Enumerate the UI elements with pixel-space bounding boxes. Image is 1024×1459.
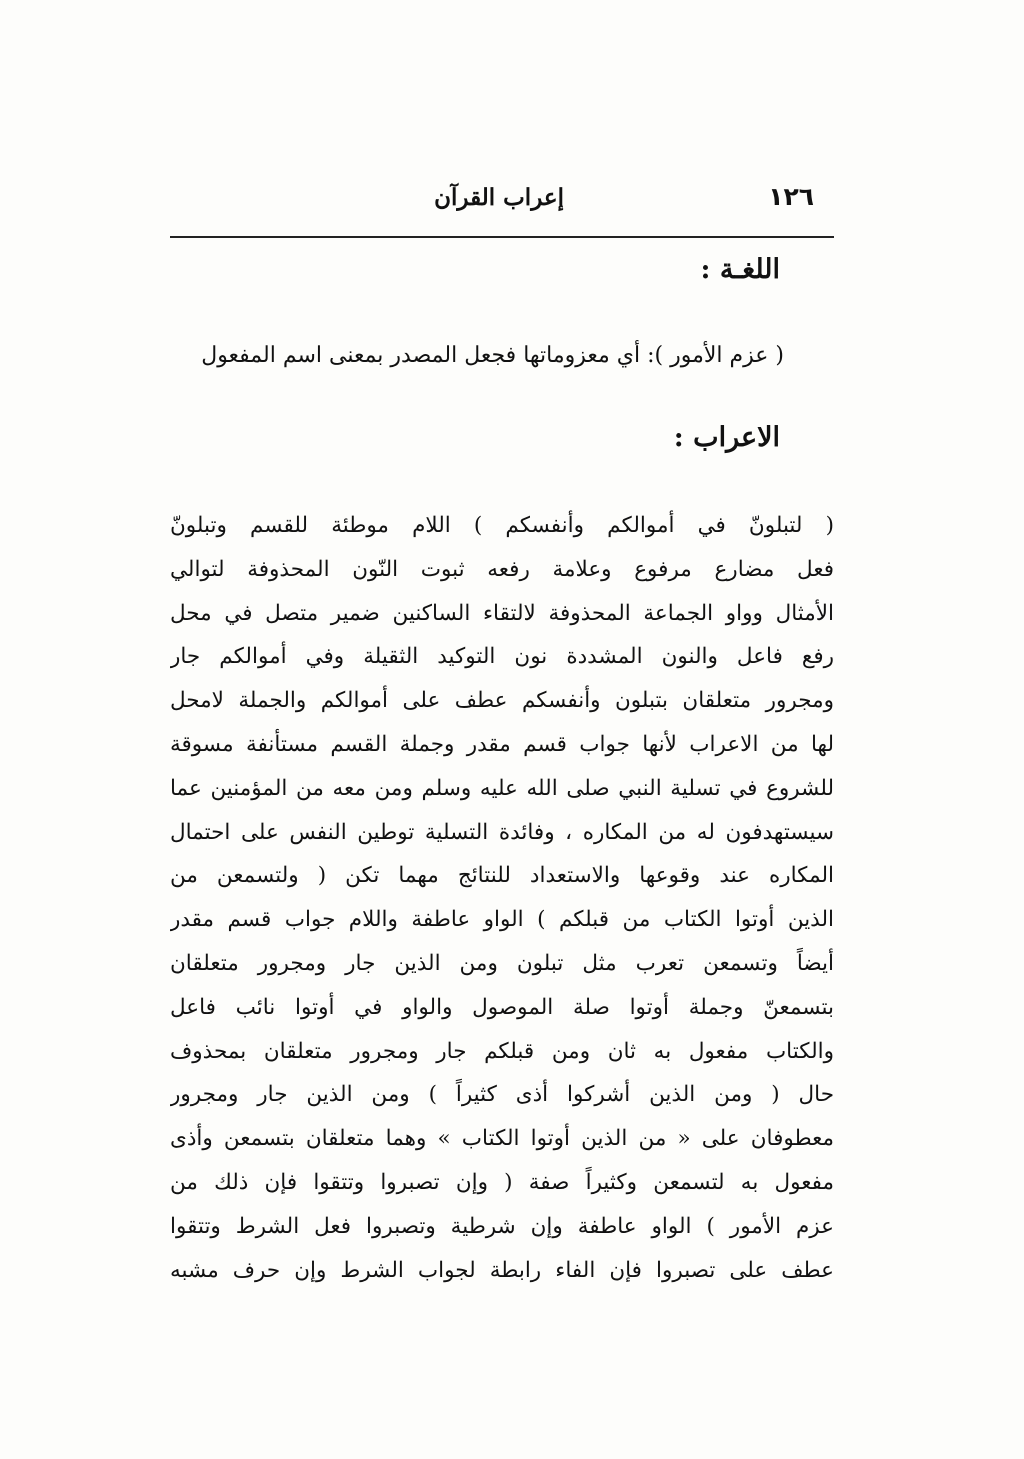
text-line: معطوفان على « من الذين أوتوا الكتاب » وهما متعلقان بتسمعن وأذى xyxy=(170,1126,834,1152)
text-line: فعل مضارع مرفوع وعلامة رفعه ثبوت النّون المحذوفة لتوالي xyxy=(170,556,834,582)
text-line: حال ( ومن الذين أشركوا أذى كثيراً ) ومن الذين جار ومجرور xyxy=(170,1082,834,1108)
text-line: عزم الأمور ) الواو عاطفة وإن شرطية وتصبروا فعل الشرط وتتقوا xyxy=(170,1213,834,1239)
text-line: عطف على تصبروا فإن الفاء رابطة لجواب الشرط وإن حرف مشبه xyxy=(170,1257,834,1283)
irab-paragraph xyxy=(170,504,834,1292)
header-divider xyxy=(170,236,834,238)
text-line: ومجرور متعلقان بتبلون وأنفسكم عطف على أموالكم والجملة لامحل xyxy=(170,688,834,714)
section-heading-irab: الاعراب : xyxy=(673,422,780,453)
text-line: لها من الاعراب لأنها جواب قسم مقدر وجملة القسم مستأنفة مسوقة xyxy=(170,731,834,757)
text-line: مفعول به لتسمعن وكثيراً صفة ( وإن تصبروا وتتقوا فإن ذلك من xyxy=(170,1169,834,1195)
text-line: ( لتبلونّ في أموالكم وأنفسكم ) اللام موطئة للقسم وتبلونّ xyxy=(170,513,834,538)
running-header xyxy=(170,178,834,220)
text-line: للشروع في تسلية النبي صلى الله عليه وسلم ومن معه من المؤمنين عما xyxy=(170,775,834,801)
book-title: إعراب القرآن xyxy=(434,184,564,211)
text-line: أيضاً وتسمعن تعرب مثل تبلون ومن الذين جار ومجرور متعلقان xyxy=(170,950,834,976)
text-line: الأمثال وواو الجماعة المحذوفة لالتقاء الساكنين ضمير متصل في محل xyxy=(170,600,834,626)
text-line: المكاره عند وقوعها والاستعداد للنتائج مهما تكن ( ولتسمعن من xyxy=(170,863,834,889)
text-line: والكتاب مفعول به ثان ومن قبلكم جار ومجرور متعلقان بمحذوف xyxy=(170,1038,834,1064)
text-line: بتسمعنّ وجملة أوتوا صلة الموصول والواو في أوتوا نائب فاعل xyxy=(170,994,834,1020)
text-line: سيستهدفون له من المكاره ، وفائدة التسلية توطين النفس على احتمال xyxy=(170,819,834,845)
page-number: ١٢٦ xyxy=(768,182,814,211)
lugha-definition: ( عزم الأمور ): أي معزوماتها فجعل المصدر بمعنى اسم المفعول xyxy=(201,343,784,368)
section-heading-lugha: اللغـة : xyxy=(700,254,780,285)
text-line: الذين أوتوا الكتاب من قبلكم ) الواو عاطفة واللام جواب قسم مقدر xyxy=(170,907,834,933)
text-line: رفع فاعل والنون المشددة نون التوكيد الثقيلة وفي أموالكم جار xyxy=(170,644,834,670)
